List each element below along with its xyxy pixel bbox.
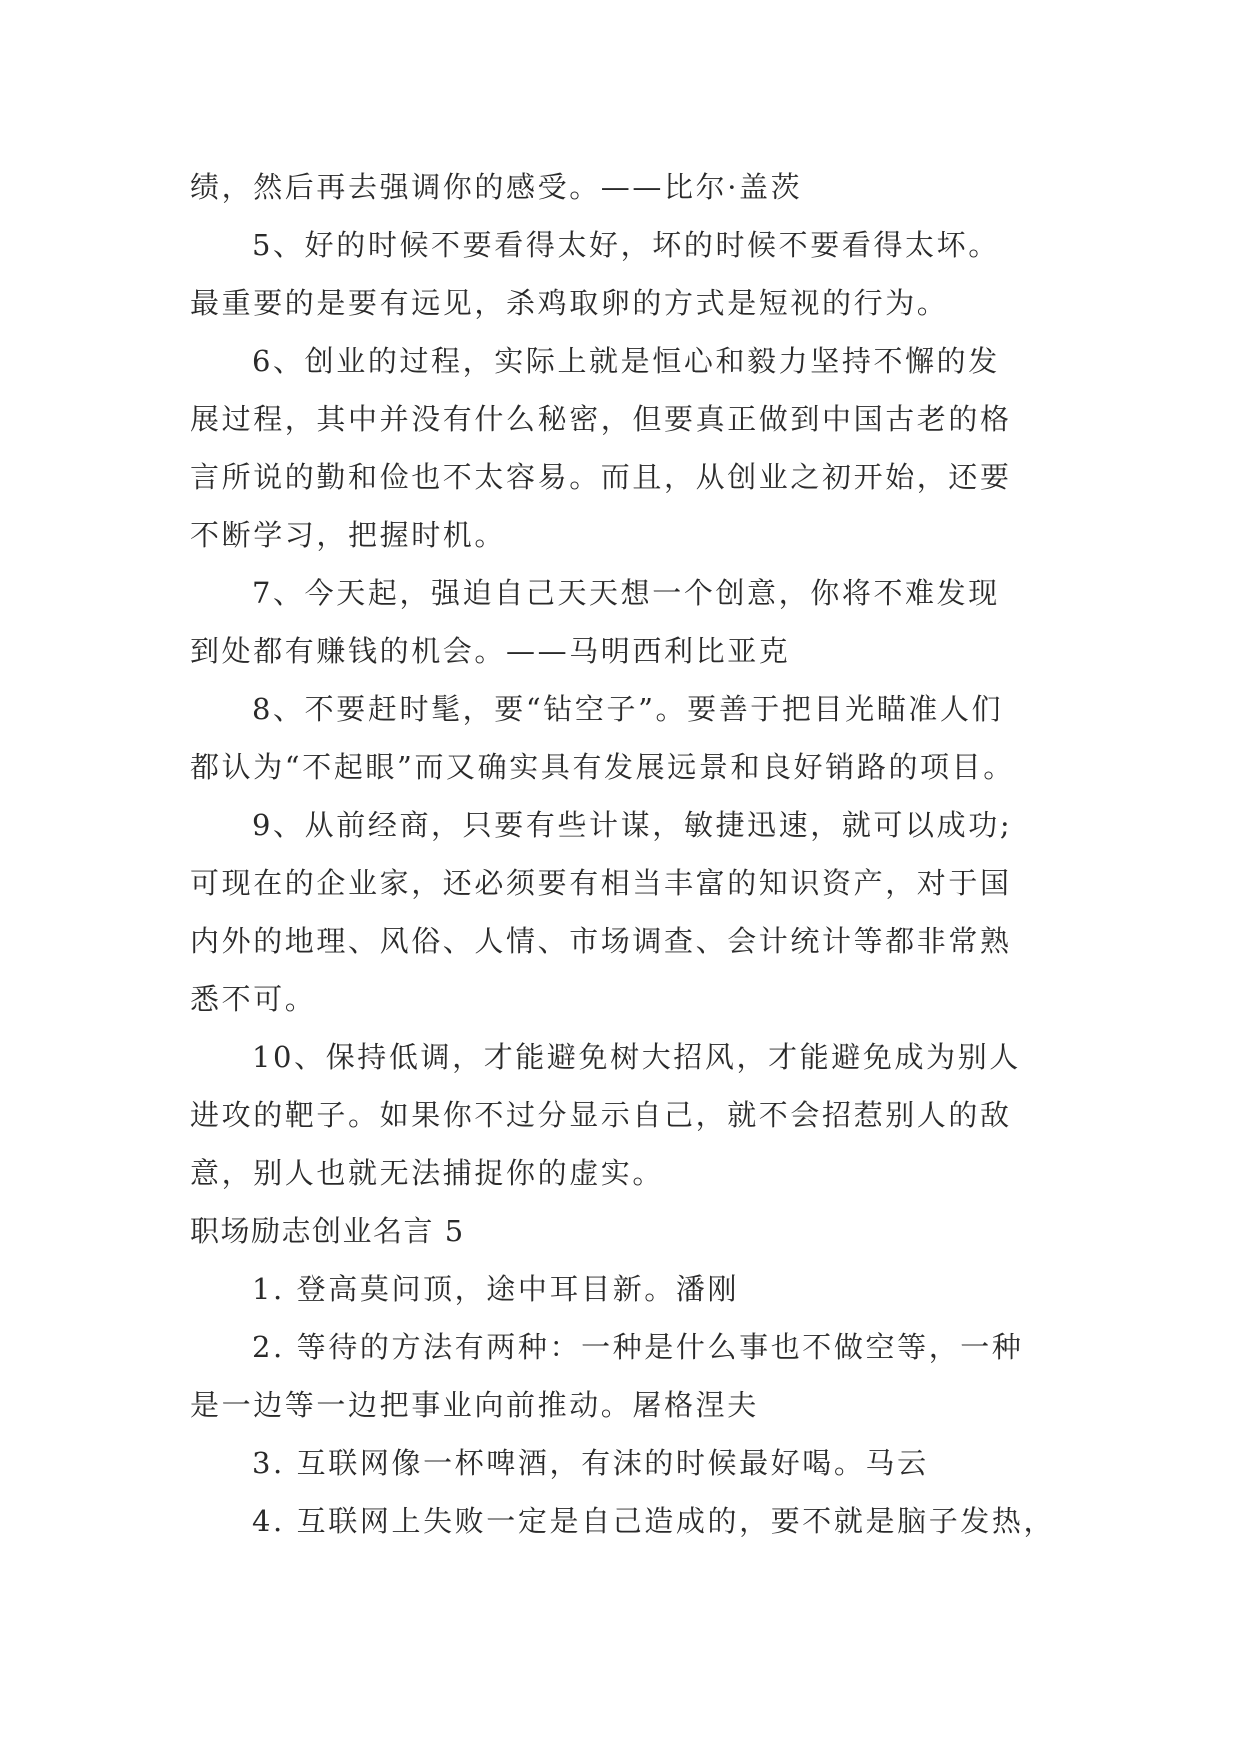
text-line: 3. 互联网像一杯啤酒，有沫的时候最好喝。马云 bbox=[252, 1446, 929, 1480]
text-line: 不断学习，把握时机。 bbox=[190, 518, 507, 552]
text-line: 10、保持低调，才能避免树大招风，才能避免成为别人 bbox=[252, 1040, 1021, 1074]
text-line: 最重要的是要有远见，杀鸡取卵的方式是短视的行为。 bbox=[190, 286, 949, 320]
text-line: 言所说的勤和俭也不太容易。而且，从创业之初开始，还要 bbox=[190, 460, 1012, 494]
text-line: 6、创业的过程，实际上就是恒心和毅力坚持不懈的发 bbox=[252, 344, 1000, 378]
text-line: 内外的地理、风俗、人情、市场调查、会计统计等都非常熟 bbox=[190, 924, 1012, 958]
text-line: 是一边等一边把事业向前推动。屠格涅夫 bbox=[190, 1388, 759, 1422]
text-line: 展过程，其中并没有什么秘密，但要真正做到中国古老的格 bbox=[190, 402, 1012, 436]
text-line: 意，别人也就无法捕捉你的虚实。 bbox=[190, 1156, 665, 1190]
text-line: 4. 互联网上失败一定是自己造成的，要不就是脑子发热， bbox=[252, 1504, 1056, 1538]
text-line: 到处都有赚钱的机会。——马明西利比亚克 bbox=[190, 634, 791, 668]
text-line: 8、不要赶时髦，要“钻空子”。要善于把目光瞄准人们 bbox=[252, 692, 1004, 726]
text-line: 都认为“不起眼”而又确实具有发展远景和良好销路的项目。 bbox=[190, 750, 1015, 784]
text-line: 2. 等待的方法有两种：一种是什么事也不做空等，一种 bbox=[252, 1330, 1024, 1364]
text-line: 5、好的时候不要看得太好，坏的时候不要看得太坏。 bbox=[252, 228, 1000, 262]
document-body bbox=[190, 158, 1070, 1550]
text-line: 7、今天起，强迫自己天天想一个创意，你将不难发现 bbox=[252, 576, 1000, 610]
text-line: 可现在的企业家，还必须要有相当丰富的知识资产，对于国 bbox=[190, 866, 1012, 900]
text-line: 进攻的靶子。如果你不过分显示自己，就不会招惹别人的敌 bbox=[190, 1098, 1012, 1132]
section-heading: 职场励志创业名言 5 bbox=[190, 1214, 465, 1248]
text-line: 悉不可。 bbox=[190, 982, 317, 1016]
text-line: 绩，然后再去强调你的感受。——比尔·盖茨 bbox=[190, 170, 803, 204]
text-line: 9、从前经商，只要有些计谋，敏捷迅速，就可以成功; bbox=[252, 808, 1013, 842]
text-line: 1. 登高莫问顶，途中耳目新。潘刚 bbox=[252, 1272, 740, 1306]
